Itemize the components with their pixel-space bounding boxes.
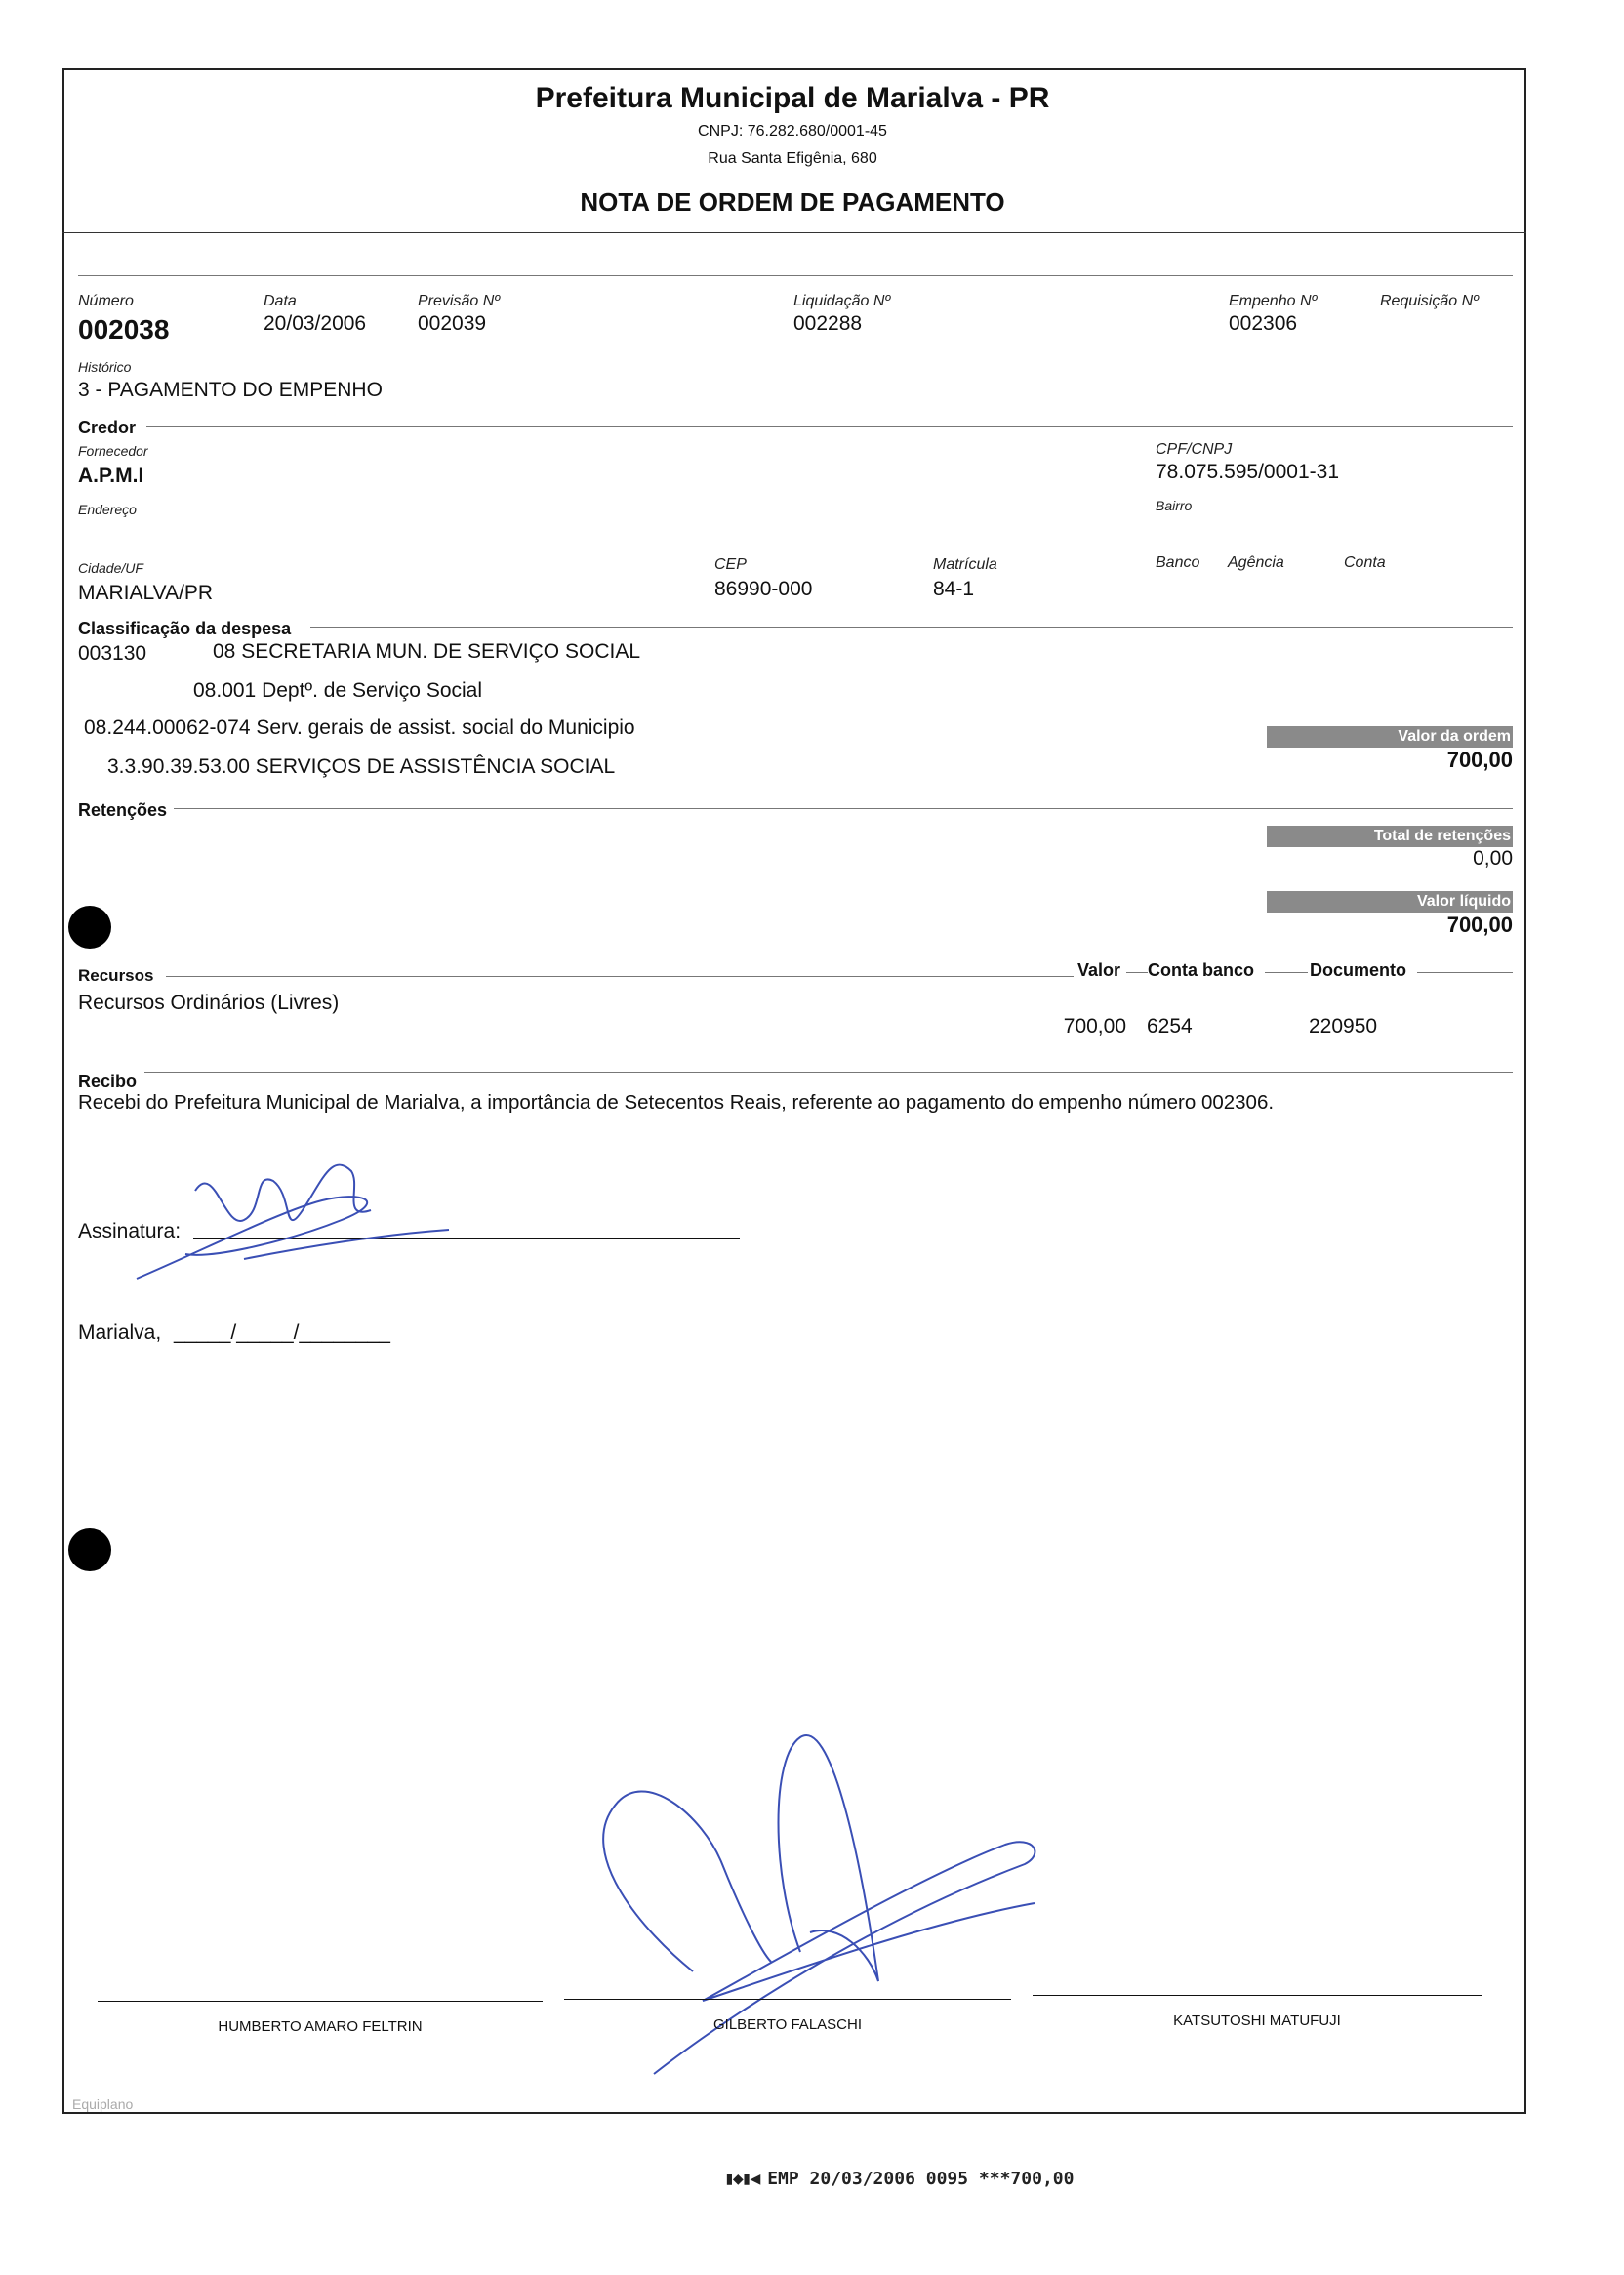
- recursos-conta: 6254: [1147, 1015, 1193, 1037]
- classificacao-line-2: 08.001 Deptº. de Serviço Social: [193, 679, 483, 702]
- numero-label: Número: [78, 293, 134, 309]
- cidade-value: MARIALVA/PR: [78, 582, 214, 604]
- endereco-label: Endereço: [78, 502, 137, 517]
- historico-value: 3 - PAGAMENTO DO EMPENHO: [78, 379, 383, 401]
- recursos-conta-divider: [1265, 972, 1308, 973]
- cep-label: CEP: [714, 556, 747, 573]
- classificacao-line-4: 3.3.90.39.53.00 SERVIÇOS DE ASSISTÊNCIA SOCIAL: [107, 755, 616, 778]
- signatory-name-1: HUMBERTO AMARO FELTRIN: [218, 2018, 423, 2035]
- credor-divider: [146, 426, 1513, 427]
- retencoes-divider: [174, 808, 1513, 809]
- classificacao-code: 003130: [78, 642, 147, 665]
- punch-hole-top: [68, 906, 111, 949]
- recursos-documento-label: Documento: [1310, 960, 1406, 980]
- agencia-label: Agência: [1228, 554, 1284, 571]
- retencoes-section: Retenções: [78, 800, 168, 820]
- conta-label: Conta: [1344, 554, 1386, 571]
- recursos-valor-divider: [1126, 972, 1148, 973]
- valor-liquido-value: 700,00: [1446, 913, 1513, 937]
- recursos-section: Recursos: [78, 966, 154, 985]
- cnpj-line: CNPJ: 76.282.680/0001-45: [698, 123, 887, 140]
- date-blank: _____/_____/________: [174, 1321, 390, 1344]
- previsao-value: 002039: [418, 312, 487, 335]
- data-label: Data: [264, 293, 297, 309]
- ids-divider: [78, 275, 1513, 276]
- valor-ordem-label: Valor da ordem: [1267, 726, 1513, 748]
- recibo-divider: [144, 1072, 1513, 1073]
- assinatura-label: Assinatura:: [78, 1220, 182, 1242]
- bank-stamp: [724, 2169, 1074, 2189]
- fornecedor-label: Fornecedor: [78, 443, 148, 459]
- signatory-line-1: [98, 2001, 543, 2002]
- approval-signature: [576, 1727, 1044, 2089]
- recursos-documento: 220950: [1309, 1015, 1378, 1037]
- recibo-text: Recebi do Prefeitura Municipal de Marialva, a importância de Setecentos Reais, referente ao pagamento do empenho número 002306.: [78, 1091, 1275, 1114]
- equiplano-brand: Equiplano: [72, 2096, 134, 2112]
- recibo-section: Recibo: [78, 1072, 138, 1091]
- classificacao-line-3: 08.244.00062-074 Serv. gerais de assist. social do Municipio: [84, 716, 635, 739]
- cep-value: 86990-000: [714, 578, 813, 600]
- recibo-signature: [127, 1142, 459, 1288]
- matricula-label: Matrícula: [933, 556, 997, 573]
- numero-value: 002038: [78, 314, 170, 345]
- signatory-name-2: GILBERTO FALASCHI: [713, 2016, 862, 2033]
- valor-liquido-label: Valor líquido: [1267, 891, 1513, 913]
- address-line: Rua Santa Efigênia, 680: [708, 150, 877, 167]
- banco-label: Banco: [1156, 554, 1200, 571]
- classificacao-divider: [310, 627, 1513, 628]
- cidade-label: Cidade/UF: [78, 560, 143, 576]
- liquidacao-value: 002288: [793, 312, 863, 335]
- recursos-valor: 700,00: [1063, 1015, 1126, 1037]
- stamp-text: EMP 20/03/2006 0095 ***700,00: [767, 2169, 1075, 2189]
- classificacao-section: Classificação da despesa: [78, 619, 292, 638]
- signatory-name-3: KATSUTOSHI MATUFUJI: [1173, 2012, 1341, 2029]
- recursos-documento-divider: [1417, 972, 1513, 973]
- prefeitura-title: Prefeitura Municipal de Marialva - PR: [535, 82, 1050, 114]
- bairro-label: Bairro: [1156, 498, 1193, 513]
- data-value: 20/03/2006: [264, 312, 367, 335]
- classificacao-line-1: 08 SECRETARIA MUN. DE SERVIÇO SOCIAL: [213, 640, 641, 663]
- matricula-value: 84-1: [933, 578, 975, 600]
- previsao-label: Previsão Nº: [418, 293, 501, 309]
- recursos-conta-label: Conta banco: [1148, 960, 1255, 980]
- valor-ordem-value: 700,00: [1446, 748, 1513, 772]
- credor-section: Credor: [78, 418, 137, 437]
- total-retencoes-value: 0,00: [1473, 847, 1513, 870]
- signatory-line-3: [1033, 1995, 1482, 1996]
- local-label: Marialva,: [78, 1321, 162, 1344]
- recursos-divider: [166, 976, 1074, 977]
- document-title: NOTA DE ORDEM DE PAGAMENTO: [580, 187, 1005, 217]
- signatory-line-2: [564, 1999, 1011, 2000]
- liquidacao-label: Liquidação Nº: [793, 293, 891, 309]
- recursos-descricao: Recursos Ordinários (Livres): [78, 992, 340, 1014]
- fornecedor-value: A.P.M.I: [78, 465, 144, 487]
- recursos-valor-label: Valor: [1077, 960, 1121, 980]
- empenho-value: 002306: [1229, 312, 1298, 335]
- requisicao-label: Requisição Nº: [1380, 293, 1479, 309]
- header-divider: [62, 232, 1526, 233]
- punch-hole-bottom: [68, 1528, 111, 1571]
- stamp-mark-icon: ▮◆▮◀: [724, 2169, 768, 2189]
- total-retencoes-label: Total de retenções: [1267, 826, 1513, 847]
- cpf-value: 78.075.595/0001-31: [1156, 461, 1340, 483]
- cpf-label: CPF/CNPJ: [1156, 441, 1233, 458]
- empenho-label: Empenho Nº: [1229, 293, 1318, 309]
- historico-label: Histórico: [78, 359, 132, 375]
